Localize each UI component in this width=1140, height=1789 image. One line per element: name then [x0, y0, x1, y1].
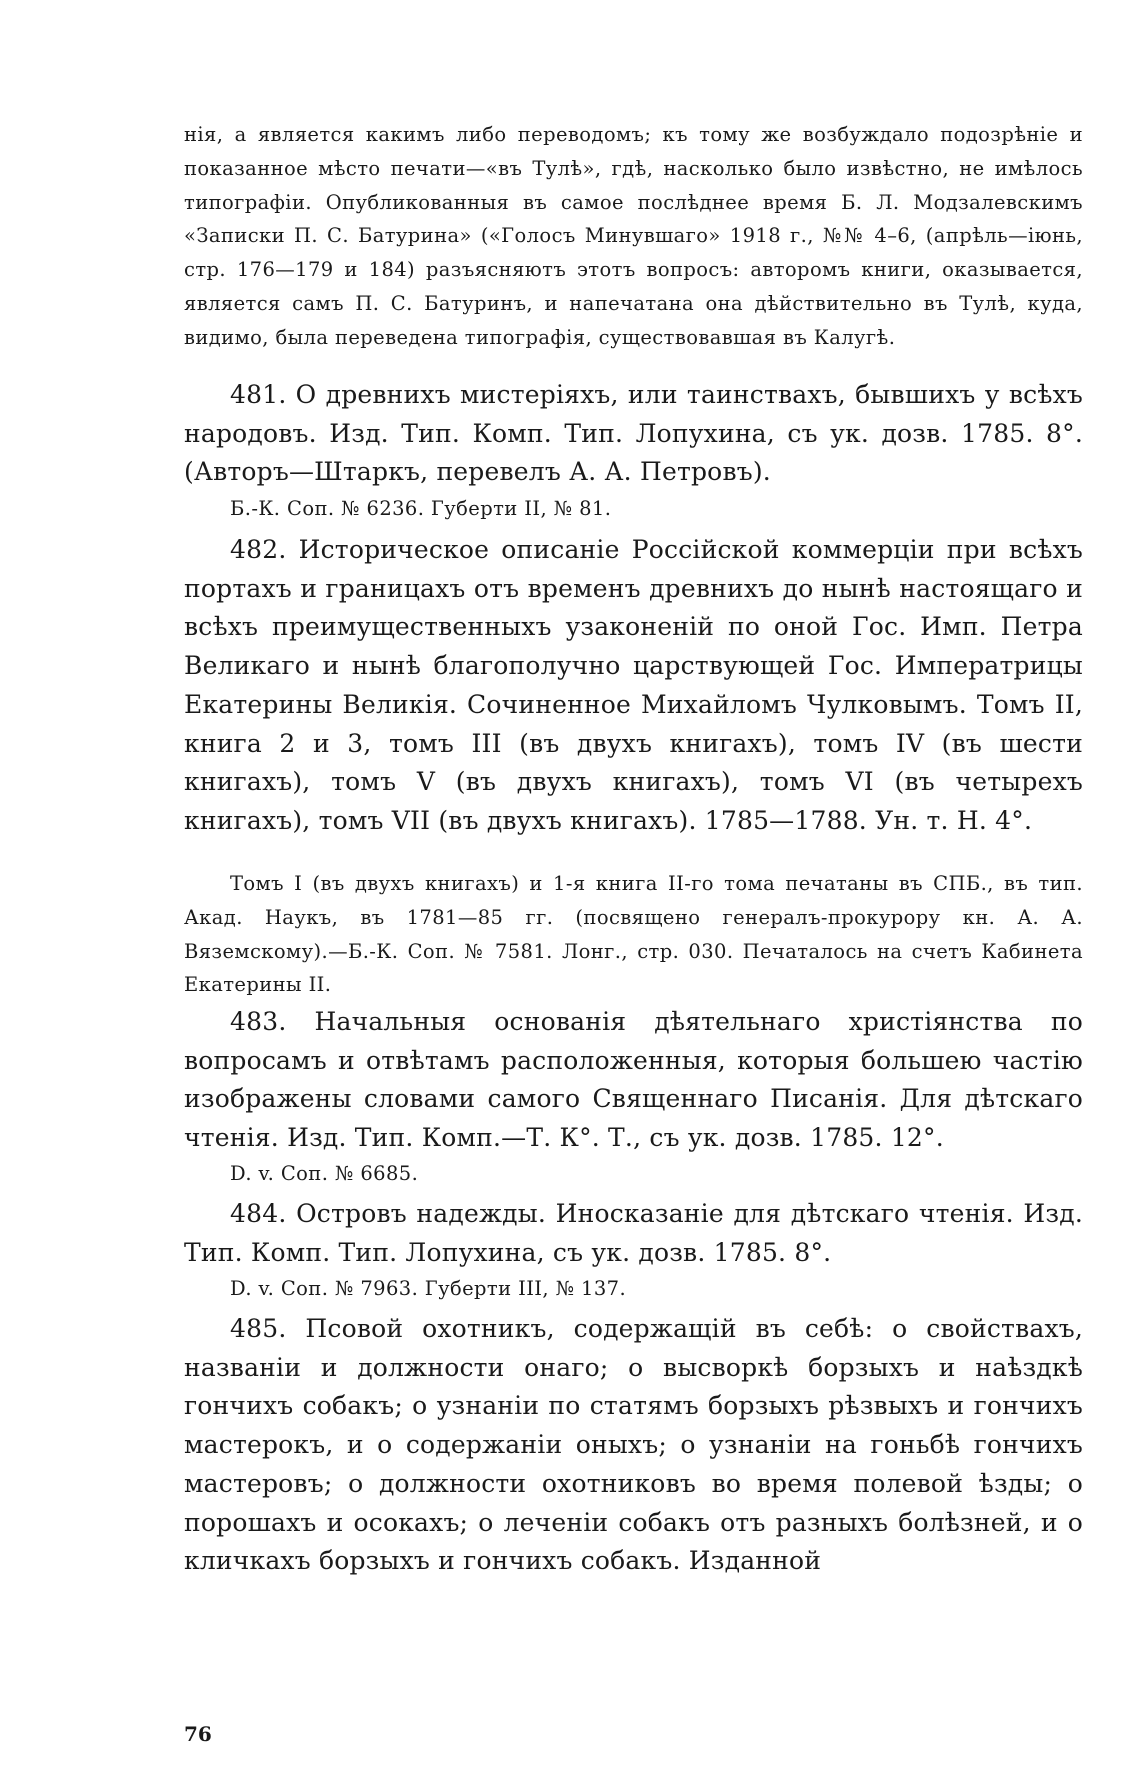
entry-483: 483. Начальныя основанія дѣятельнаго христіянства по вопросамъ и отвѣтамъ расположенныя, которыя большею частію изображены словами самого Священнаго Писанія. Для дѣтскаго чтенія. Изд. Тип. Комп.—Т. К°. Т., съ ук. дозв. 1785. 12°. — [184, 1007, 1083, 1153]
entry-484: 484. Островъ надежды. Иносказаніе для дѣтскаго чтенія. Изд. Тип. Комп. Тип. Лопухина, съ ук. дозв. 1785. 8°. — [184, 1199, 1083, 1267]
entry-482-note: Томъ I (въ двухъ книгахъ) и 1-я книга II-го тома печатаны въ СПБ., въ тип. Акад. Наукъ, въ 1781—85 гг. (посвящено генералъ-прокурору кн. А. А. Вяземскому).—Б.-К. Соп. № 7581. Лонг., стр. 030. Печаталось на счетъ Кабинета Екатерины II. — [184, 872, 1083, 997]
entry-484-note: D. v. Соп. № 7963. Губерти III, № 137. — [230, 1277, 627, 1300]
entry-481: 481. О древнихъ мистеріяхъ, или таинствахъ, бывшихъ у всѣхъ народовъ. Изд. Тип. Комп. Тип. Лопухина, съ ук. дозв. 1785. 8°. (Авторъ—Штаркъ, перевелъ А. А. Петровъ). — [184, 380, 1083, 487]
entry-483-note: D. v. Соп. № 6685. — [230, 1162, 419, 1185]
entry-481-note: Б.-К. Соп. № 6236. Губерти II, № 81. — [230, 497, 612, 520]
entry-485: 485. Псовой охотникъ, содержащій въ себѣ: о свойствахъ, названіи и должности онаго; о высворкѣ борзыхъ и наѣздкѣ гончихъ собакъ; о узнаніи по статямъ борзыхъ рѣзвыхъ и гончихъ мастерокъ, и о содержаніи оныхъ; о узнаніи на гоньбѣ гончихъ мастеровъ; о должности охотниковъ во время полевой ѣзды; о порошахъ и осокахъ; о леченіи собакъ отъ разныхъ болѣзней, и о кличкахъ борзыхъ и гончихъ собакъ. Изданной — [184, 1314, 1083, 1576]
entry-482: 482. Историческое описаніе Россійской коммерціи при всѣхъ портахъ и границахъ отъ временъ древнихъ до нынѣ настоящаго и всѣхъ преимущественныхъ узаконеній по оной Гос. Имп. Петра Великаго и нынѣ благополучно царствующей Гос. Императрицы Екатерины Великія. Сочиненное Михайломъ Чулковымъ. Томъ II, книга 2 и 3, томъ III (въ двухъ книгахъ), томъ IV (въ шести книгахъ), томъ V (въ двухъ книгахъ), томъ VI (въ четырехъ книгахъ), томъ VII (въ двухъ книгахъ). 1785—1788. Ун. т. Н. 4°. — [184, 535, 1083, 835]
continuation-note: нія, а является какимъ либо переводомъ; къ тому же возбуждало подозрѣніе и показанное мѣсто печати—«въ Тулѣ», гдѣ, насколько было извѣстно, не имѣлось типографіи. Опубликованныя въ самое послѣднее время Б. Л. Модзалевскимъ «Записки П. С. Батурина» («Голосъ Минувшаго» 1918 г., №№ 4–6, (апрѣль—іюнь, стр. 176—179 и 184) разъясняютъ этотъ вопросъ: авторомъ книги, оказывается, является самъ П. С. Батуринъ, и напечатана она дѣйствительно въ Тулѣ, куда, видимо, была переведена типографія, существовавшая въ Калугѣ. — [184, 123, 1083, 349]
page-number: 76 — [184, 1722, 212, 1746]
